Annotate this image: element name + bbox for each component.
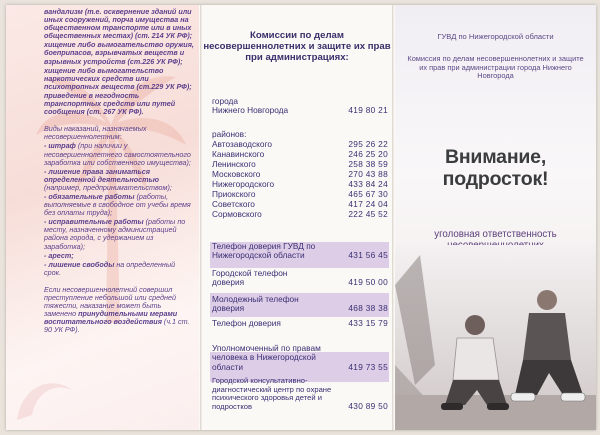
phone-row-name: Нижегородского [212, 179, 275, 189]
phone-row [212, 344, 388, 372]
left-panel-text [36, 8, 194, 335]
subtitle: уголовная ответственность [434, 229, 557, 240]
phone-row [212, 319, 388, 328]
punishments-heading: Виды наказаний, назначаемых несовершеннолетним: [44, 124, 147, 142]
phone-row [212, 242, 388, 261]
fold-line-left [200, 5, 202, 430]
right-panel [395, 5, 596, 430]
leaflet-sheet [6, 5, 596, 430]
phone-row-number: 431 56 45 [348, 250, 388, 261]
phone-row [212, 180, 388, 189]
substitution-text: Если несовершеннолетний совершил преступление небольшой или средней тяжести, наказание может быть заменено [44, 284, 176, 319]
department-name: ГУВД по Нижегородской области [437, 32, 554, 41]
drugs-text: хищение либо вымогательство наркотических средств или психотропных веществ (ст.229 УК РФ); [44, 65, 192, 91]
fine-text: (при наличии у несовершеннолетнего самостоятельного заработка или собственного имущества); [44, 141, 191, 167]
transport-text: приведение в негодность транспортных средств или путей сообщения (ст. 267 УК РФ). [44, 90, 176, 117]
phone-row-number: 419 50 00 [348, 277, 388, 288]
phone-row-name: города Нижнего Новгорода [212, 96, 289, 116]
phone-row-name: Ленинского [212, 159, 256, 169]
phone-row [212, 295, 388, 314]
arrest-label: - арест; [44, 250, 74, 260]
imprisonment-text: на определенный срок. [44, 259, 176, 277]
phone-row-name: Автозаводского [212, 139, 272, 149]
imprisonment-label: - лишение свободы [44, 259, 115, 269]
headline [395, 146, 596, 190]
headline-text: Внимание, подросток! [442, 146, 549, 190]
phone-row-number: 465 67 30 [348, 189, 388, 199]
phone-row-number: 246 25 20 [348, 149, 388, 159]
left-panel [6, 5, 199, 430]
phone-row-name: Сормовского [212, 209, 262, 219]
phone-row-number: 258 38 59 [348, 159, 388, 169]
phone-row-number: 270 43 88 [348, 169, 388, 179]
phone-row-number: 433 84 24 [348, 179, 388, 189]
substitution-ref: (ч.1 ст. 90 УК РФ). [44, 317, 190, 335]
phone-row-name: Городской консультативно-диагностический центр по охране психического здоровья детей и подростков [212, 376, 332, 411]
phone-row [212, 140, 388, 149]
phone-row [212, 377, 388, 411]
phone-row [212, 150, 388, 159]
teenagers-photo [395, 245, 596, 430]
commission-name: Комиссия по делам несовершеннолетних и защите их прав при администрации города Нижнего Новгорода [407, 54, 584, 81]
corrective-work-label: - исправительные работы [44, 217, 144, 227]
phone-row-name: Телефон доверия ГУВД по Нижегородской области [212, 241, 316, 261]
phone-row [212, 97, 388, 116]
educational-measures: принудительными мерами воспитательного воздействия [44, 309, 178, 327]
phone-row [212, 170, 388, 179]
phone-row-name: Телефон доверия [212, 318, 281, 328]
phone-row [212, 200, 388, 209]
phone-row-name: Приокского [212, 189, 256, 199]
phone-row-name: Канавинского [212, 149, 265, 159]
decorative-swirl [12, 365, 82, 425]
deprivation-label: - лишение права заниматься определенной деятельностью [44, 166, 160, 184]
mandatory-work-label: - обязательные работы [44, 191, 135, 201]
weapons-text: хищение либо вымогательство оружия, боеприпасов, взрывчатых веществ и взрывных устройств (ст.226 УК РФ); [44, 40, 194, 66]
phone-row-name: Советского [212, 199, 255, 209]
phone-row-name: районов: [212, 129, 247, 139]
fine-label: - штраф [44, 141, 76, 151]
phone-row-number: 430 89 50 [348, 400, 388, 411]
phone-row-name: Московского [212, 169, 261, 179]
middle-panel [203, 5, 391, 430]
commissions-title: Комиссии по делам несовершеннолетних и защите их прав при администрациях: [203, 30, 391, 63]
vandalism-text: вандализм (т.е. осквернение зданий или иных сооружений, порча имущества на общественном транспорте или в иных общественных местах) (ст. 214 УК РФ); [44, 7, 193, 41]
phone-row-number: 295 26 22 [348, 139, 388, 149]
phone-row-name: Городской телефон доверия [212, 268, 288, 288]
phone-row-number: 222 45 52 [348, 209, 388, 219]
fold-line-right [392, 5, 394, 430]
corrective-work-text: (работы по месту, назначенному администрацией района города, с удержанием из заработка); [44, 217, 186, 251]
deprivation-text: (например, предпринимательством); [44, 182, 172, 192]
phone-row-name: Молодежный телефон доверия [212, 294, 299, 314]
mandatory-work-text: (работы, выполняемые в свободное от учебы время без оплаты труда); [44, 191, 191, 218]
phone-row [212, 210, 388, 219]
phone-row-number: 417 24 04 [348, 199, 388, 209]
phone-row [212, 269, 388, 288]
phone-row-number: 419 80 21 [348, 105, 388, 116]
phone-row-name: Уполномоченный по правам человека в Нижегородской области [212, 343, 321, 372]
phone-row [212, 130, 388, 139]
phone-row-number: 419 73 55 [348, 361, 388, 372]
phone-row-number: 433 15 79 [348, 318, 388, 328]
phone-row [212, 190, 388, 199]
phone-row [212, 160, 388, 169]
phone-row-number: 468 38 38 [348, 303, 388, 314]
